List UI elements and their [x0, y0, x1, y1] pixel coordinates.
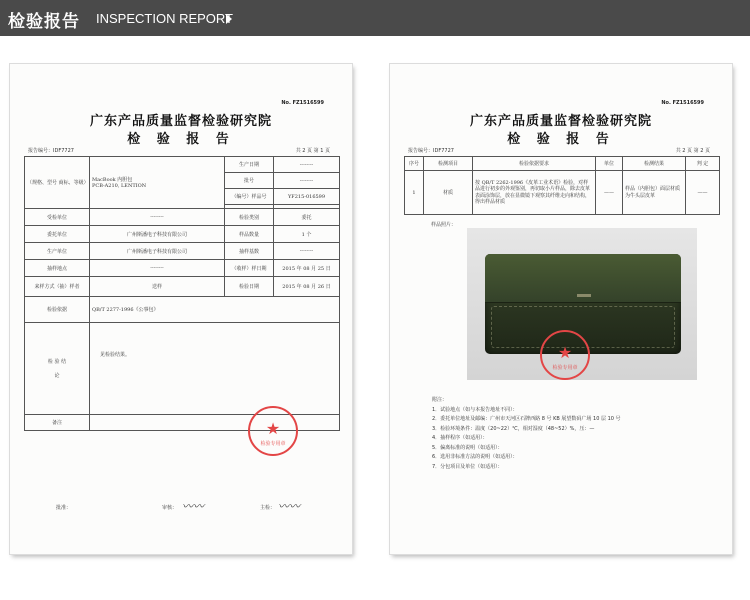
product-name-value: MacBook 内胆包 PCB-A210, LENTION [90, 157, 225, 209]
report-number: 报告编号：IDF7727 [28, 148, 74, 154]
prod-date-label: 生产日期 [225, 157, 274, 173]
header-title-cn: 检验报告 [8, 12, 80, 32]
page-number: 共 2 页 第 2 页 [675, 148, 710, 154]
sample-no-label: （编号）样品号 [225, 189, 274, 205]
finish-value: 2015 年 08 月 26 日 [274, 277, 340, 297]
qty-value: 1 个 [274, 226, 340, 243]
note-item: 5．偏离标准的说明（如适用）： [432, 444, 503, 451]
grade-value: -------- [274, 243, 340, 260]
note-item: 4．抽样程序（如适用）： [432, 435, 488, 441]
note-item: 2．委托单位地址及邮编：广州市天河区石牌西路 8 号 KB 展望数码广场 10 层 10 号 [432, 416, 621, 422]
col-header-result: 检测结果 [623, 157, 686, 171]
inspection-seal [540, 330, 590, 380]
grade-label: 抽样基数 [225, 243, 274, 260]
notes-section [432, 396, 621, 472]
note-item: 3．检验环境条件：温度（20~22）℃，相对湿度（48~52）%，压：— [432, 425, 595, 432]
page-number: 共 2 页 第 1 页 [295, 148, 330, 154]
note-heading: 附注： [432, 397, 448, 403]
category-value: 委托 [274, 209, 340, 226]
report-serial: No. FZ1516599 [661, 100, 704, 106]
basis-label: 检验依据 [25, 297, 90, 323]
remark-label: 备注 [25, 415, 90, 431]
main-signature: 〰〰 [278, 500, 300, 513]
report-title: 检 验 报 告 [127, 132, 235, 147]
seal-label: 检验专用章 [260, 441, 286, 447]
main-label: 主检： [260, 505, 276, 511]
review-signature: 〰〰 [182, 500, 204, 513]
star-icon: ★ [265, 419, 281, 438]
row-item: 材质 [424, 171, 473, 215]
finish-label: 检验日期 [225, 277, 274, 297]
batch-label: 批号 [225, 173, 274, 189]
method-label: 来样方式（抽）样者 [25, 277, 90, 297]
conclusion-value: 见检验结果。 [90, 323, 340, 415]
row-result: 样品（内胆包）面层材质为牛头层皮革 [623, 171, 686, 215]
inspected-label: 受检单位 [25, 209, 90, 226]
category-label: 检验类别 [225, 209, 274, 226]
col-header-requirement: 检验依据要求 [473, 157, 596, 171]
col-header-verdict: 判 定 [686, 157, 720, 171]
report-table [24, 156, 340, 431]
producer-value: 广州斯潘电子科技有限公司 [90, 243, 225, 260]
client-value: 广州斯潘电子科技有限公司 [90, 226, 225, 243]
product-name-label: （规格、型号 商标、等级） [25, 157, 90, 209]
place-value: -------- [90, 260, 225, 277]
sample-no-value: YF215-016599 [274, 189, 340, 205]
qty-label: 样品数量 [225, 226, 274, 243]
note-item: 7．分包项目及单位（如适用）： [432, 463, 503, 470]
seal-label: 检验专用章 [552, 365, 578, 371]
row-requirement: 按 QB/T 2262-1996《皮革工业术语》检验，对样品进行初步的外观鉴别，再切取小片样品，除去皮革表面涂饰层，放在显微镜下观察其纤维走向和结构，得出样品材质 [473, 171, 596, 215]
report-page-2 [390, 64, 732, 554]
row-no: 1 [405, 171, 424, 215]
col-header-no: 序号 [405, 157, 424, 171]
page-header [0, 0, 750, 36]
header-title-en: INSPECTION REPORT [96, 11, 234, 26]
col-header-item: 检测项目 [424, 157, 473, 171]
conclusion-label: 检 验 结 论 [25, 323, 90, 415]
row-unit: —— [596, 171, 623, 215]
remark-value [90, 415, 340, 431]
date-label: （收样）样日期 [225, 260, 274, 277]
prod-date-value: -------- [274, 157, 340, 173]
place-label: 抽样地点 [25, 260, 90, 277]
client-label: 委托单位 [25, 226, 90, 243]
org-name: 广东产品质量监督检验研究院 [469, 114, 652, 129]
batch-value: -------- [274, 173, 340, 189]
row-verdict: —— [686, 171, 720, 215]
report-number: 报告编号：IDF7727 [408, 148, 454, 154]
inspected-value: -------- [90, 209, 225, 226]
approve-label: 批准： [56, 505, 72, 511]
producer-label: 生产单位 [25, 243, 90, 260]
note-item: 6．选用非标准方法的说明（如适用）： [432, 454, 518, 460]
report-title: 检 验 报 告 [507, 132, 615, 147]
arrow-right-icon [226, 14, 232, 24]
note-item: 1．试验地点（如与本报告地址不同）： [432, 406, 518, 413]
review-label: 审核： [162, 505, 178, 511]
org-name: 广东产品质量监督检验研究院 [89, 114, 272, 129]
col-header-unit: 单位 [596, 157, 623, 171]
photo-label: 样品照片： [431, 222, 457, 228]
method-value: 送样 [90, 277, 225, 297]
report-page-1 [10, 64, 352, 554]
results-table [404, 156, 720, 215]
inspection-seal [248, 406, 298, 456]
basis-value: QB/T 2277-1996《公事包》 [90, 297, 340, 323]
star-icon: ★ [557, 343, 573, 362]
report-serial: No. FZ1516599 [281, 100, 324, 106]
date-value: 2015 年 08 月 25 日 [274, 260, 340, 277]
